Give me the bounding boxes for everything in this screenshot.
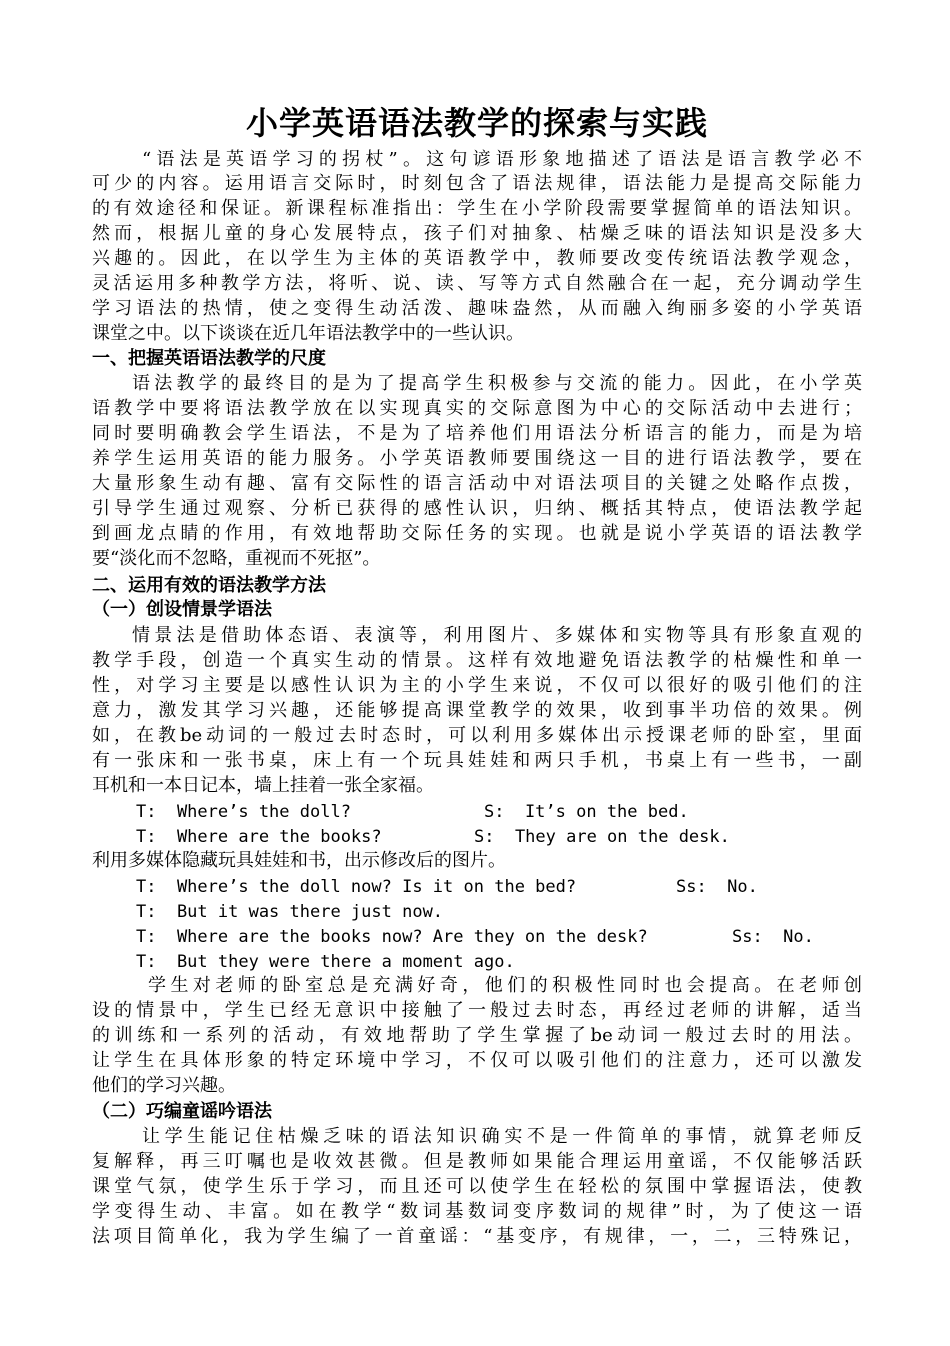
dialogue-student-line: Ss: No.: [676, 877, 758, 897]
paragraph-line: 大量形象生动有趣、富有交际性的语言活动中对语法项目的关键之处略作点拨，: [92, 473, 862, 494]
dialogue-teacher-line: T: Where’s the doll?: [136, 802, 351, 822]
dialogue-teacher-line: T: Where are the books now? Are they on the desk?: [136, 927, 648, 947]
paragraph-line: 养学生运用英语的能力服务。小学英语教师要围绕这一目的进行语法教学，要在: [92, 448, 862, 469]
intro-line: 兴趣的。因此，在以学生为主体的英语教学中，教师要改变传统语法教学观念，: [92, 248, 862, 269]
dialogue-student-line: Ss: No.: [732, 927, 814, 947]
intro-line: 灵活运用多种教学方法，将听、说、读、写等方式自然融合在一起，充分调动学生: [92, 273, 862, 294]
paragraph-line: 的训练和一系列的活动，有效地帮助了学生掌握了be动词一般过去时的用法。: [92, 1025, 862, 1046]
paragraph-line: 语法教学的最终目的是为了提高学生积极参与交流的能力。因此，在小学英: [132, 373, 862, 394]
paragraph-line: 情景法是借助体态语、表演等，利用图片、多媒体和实物等具有形象直观的: [132, 625, 862, 646]
paragraph-line: 到画龙点睛的作用，有效地帮助交际任务的实现。也就是说小学英语的语法教学: [92, 523, 862, 544]
intro-line: 然而，根据儿童的身心发展特点，孩子们对抽象、枯燥乏味的语法知识是没多大: [92, 223, 862, 244]
paragraph-line: 如，在教be动词的一般过去时态时，可以利用多媒体出示授课老师的卧室，里面: [92, 725, 862, 746]
intro-line: 的有效途径和保证。新课程标准指出：学生在小学阶段需要掌握简单的语法知识。: [92, 198, 862, 219]
dialogue-teacher-line: T: But it was there just now.: [136, 902, 444, 922]
paragraph-line: 法项目简单化，我为学生编了一首童谣：“基变序，有规律，一，二，三特殊记，: [92, 1226, 862, 1247]
paragraph-line: 让学生能记住枯燥乏味的语法知识确实不是一件简单的事情，就算老师反: [142, 1126, 862, 1147]
dialogue-student-line: S: They are on the desk.: [474, 827, 730, 847]
paragraph-line: 同时要明确教会学生语法，不是为了培养他们用语法分析语言的能力，而是为培: [92, 423, 862, 444]
section-heading: 一、把握英语语法教学的尺度: [92, 348, 326, 369]
paragraph-line: 性，对学习主要是以感性认识为主的小学生来说，不仅可以很好的吸引他们的注: [92, 675, 862, 696]
section-heading: 二、运用有效的语法教学方法: [92, 575, 326, 596]
dialogue-student-line: S: It’s on the bed.: [484, 802, 689, 822]
paragraph-line: 让学生在具体形象的特定环境中学习，不仅可以吸引他们的注意力，还可以激发: [92, 1050, 862, 1071]
subsection-heading: （一）创设情景学语法: [92, 599, 272, 620]
subsection-heading: （二）巧编童谣吟语法: [92, 1101, 272, 1122]
intro-line: 可少的内容。运用语言交际时，时刻包含了语法规律，语法能力是提高交际能力: [92, 173, 862, 194]
paragraph-line: 要“淡化而不忽略，重视而不死抠”。: [92, 548, 381, 569]
paragraph-line: 引导学生通过观察、分析已获得的感性认识，归纳、概括其特点，使语法教学起: [92, 498, 862, 519]
dialogue-teacher-line: T: But they were there a moment ago.: [136, 952, 515, 972]
paragraph-line: 耳机和一本日记本，墙上挂着一张全家福。: [92, 775, 434, 796]
intro-line: 学习语法的热情，使之变得生动活泼、趣味盎然，从而融入绚丽多姿的小学英语: [92, 298, 862, 319]
dialogue-teacher-line: T: Where are the books?: [136, 827, 382, 847]
paragraph-line: 教学手段，创造一个真实生动的情景。这样有效地避免语法教学的枯燥性和单一: [92, 650, 862, 671]
paragraph-line: 意力，激发其学习兴趣，还能够提高课堂教学的效果，收到事半功倍的效果。例: [92, 700, 862, 721]
paragraph-line: 有一张床和一张书桌，床上有一个玩具娃娃和两只手机，书桌上有一些书，一副: [92, 750, 862, 771]
intro-line: “语法是英语学习的拐杖”。这句谚语形象地描述了语法是语言教学必不: [142, 149, 862, 170]
page-title: 小学英语语法教学的探索与实践: [246, 104, 709, 142]
paragraph-line: 学生对老师的卧室总是充满好奇，他们的积极性同时也会提高。在老师创: [148, 975, 862, 996]
paragraph-line: 设的情景中，学生已经无意识中接触了一般过去时态，再经过老师的讲解，适当: [92, 1000, 862, 1021]
dialogue-teacher-line: T: Where’s the doll now? Is it on the bed?: [136, 877, 577, 897]
paragraph-line: 语教学中要将语法教学放在以实现真实的交际意图为中心的交际活动中去进行；: [92, 398, 862, 419]
intro-line: 课堂之中。以下谈谈在近几年语法教学中的一些认识。: [92, 323, 524, 344]
paragraph-line: 课堂气氛，使学生乐于学习，而且还可以使学生在轻松的氛围中掌握语法，使教: [92, 1176, 862, 1197]
paragraph-line: 复解释，再三叮嘱也是收效甚微。但是教师如果能合理运用童谣，不仅能够活跃: [92, 1151, 862, 1172]
paragraph-line: 利用多媒体隐藏玩具娃娃和书，出示修改后的图片。: [92, 850, 506, 871]
paragraph-line: 学变得生动、丰富。如在教学“数词基数词变序数词的规律”时，为了使这一语: [92, 1201, 862, 1222]
paragraph-line: 他们的学习兴趣。: [92, 1075, 236, 1096]
